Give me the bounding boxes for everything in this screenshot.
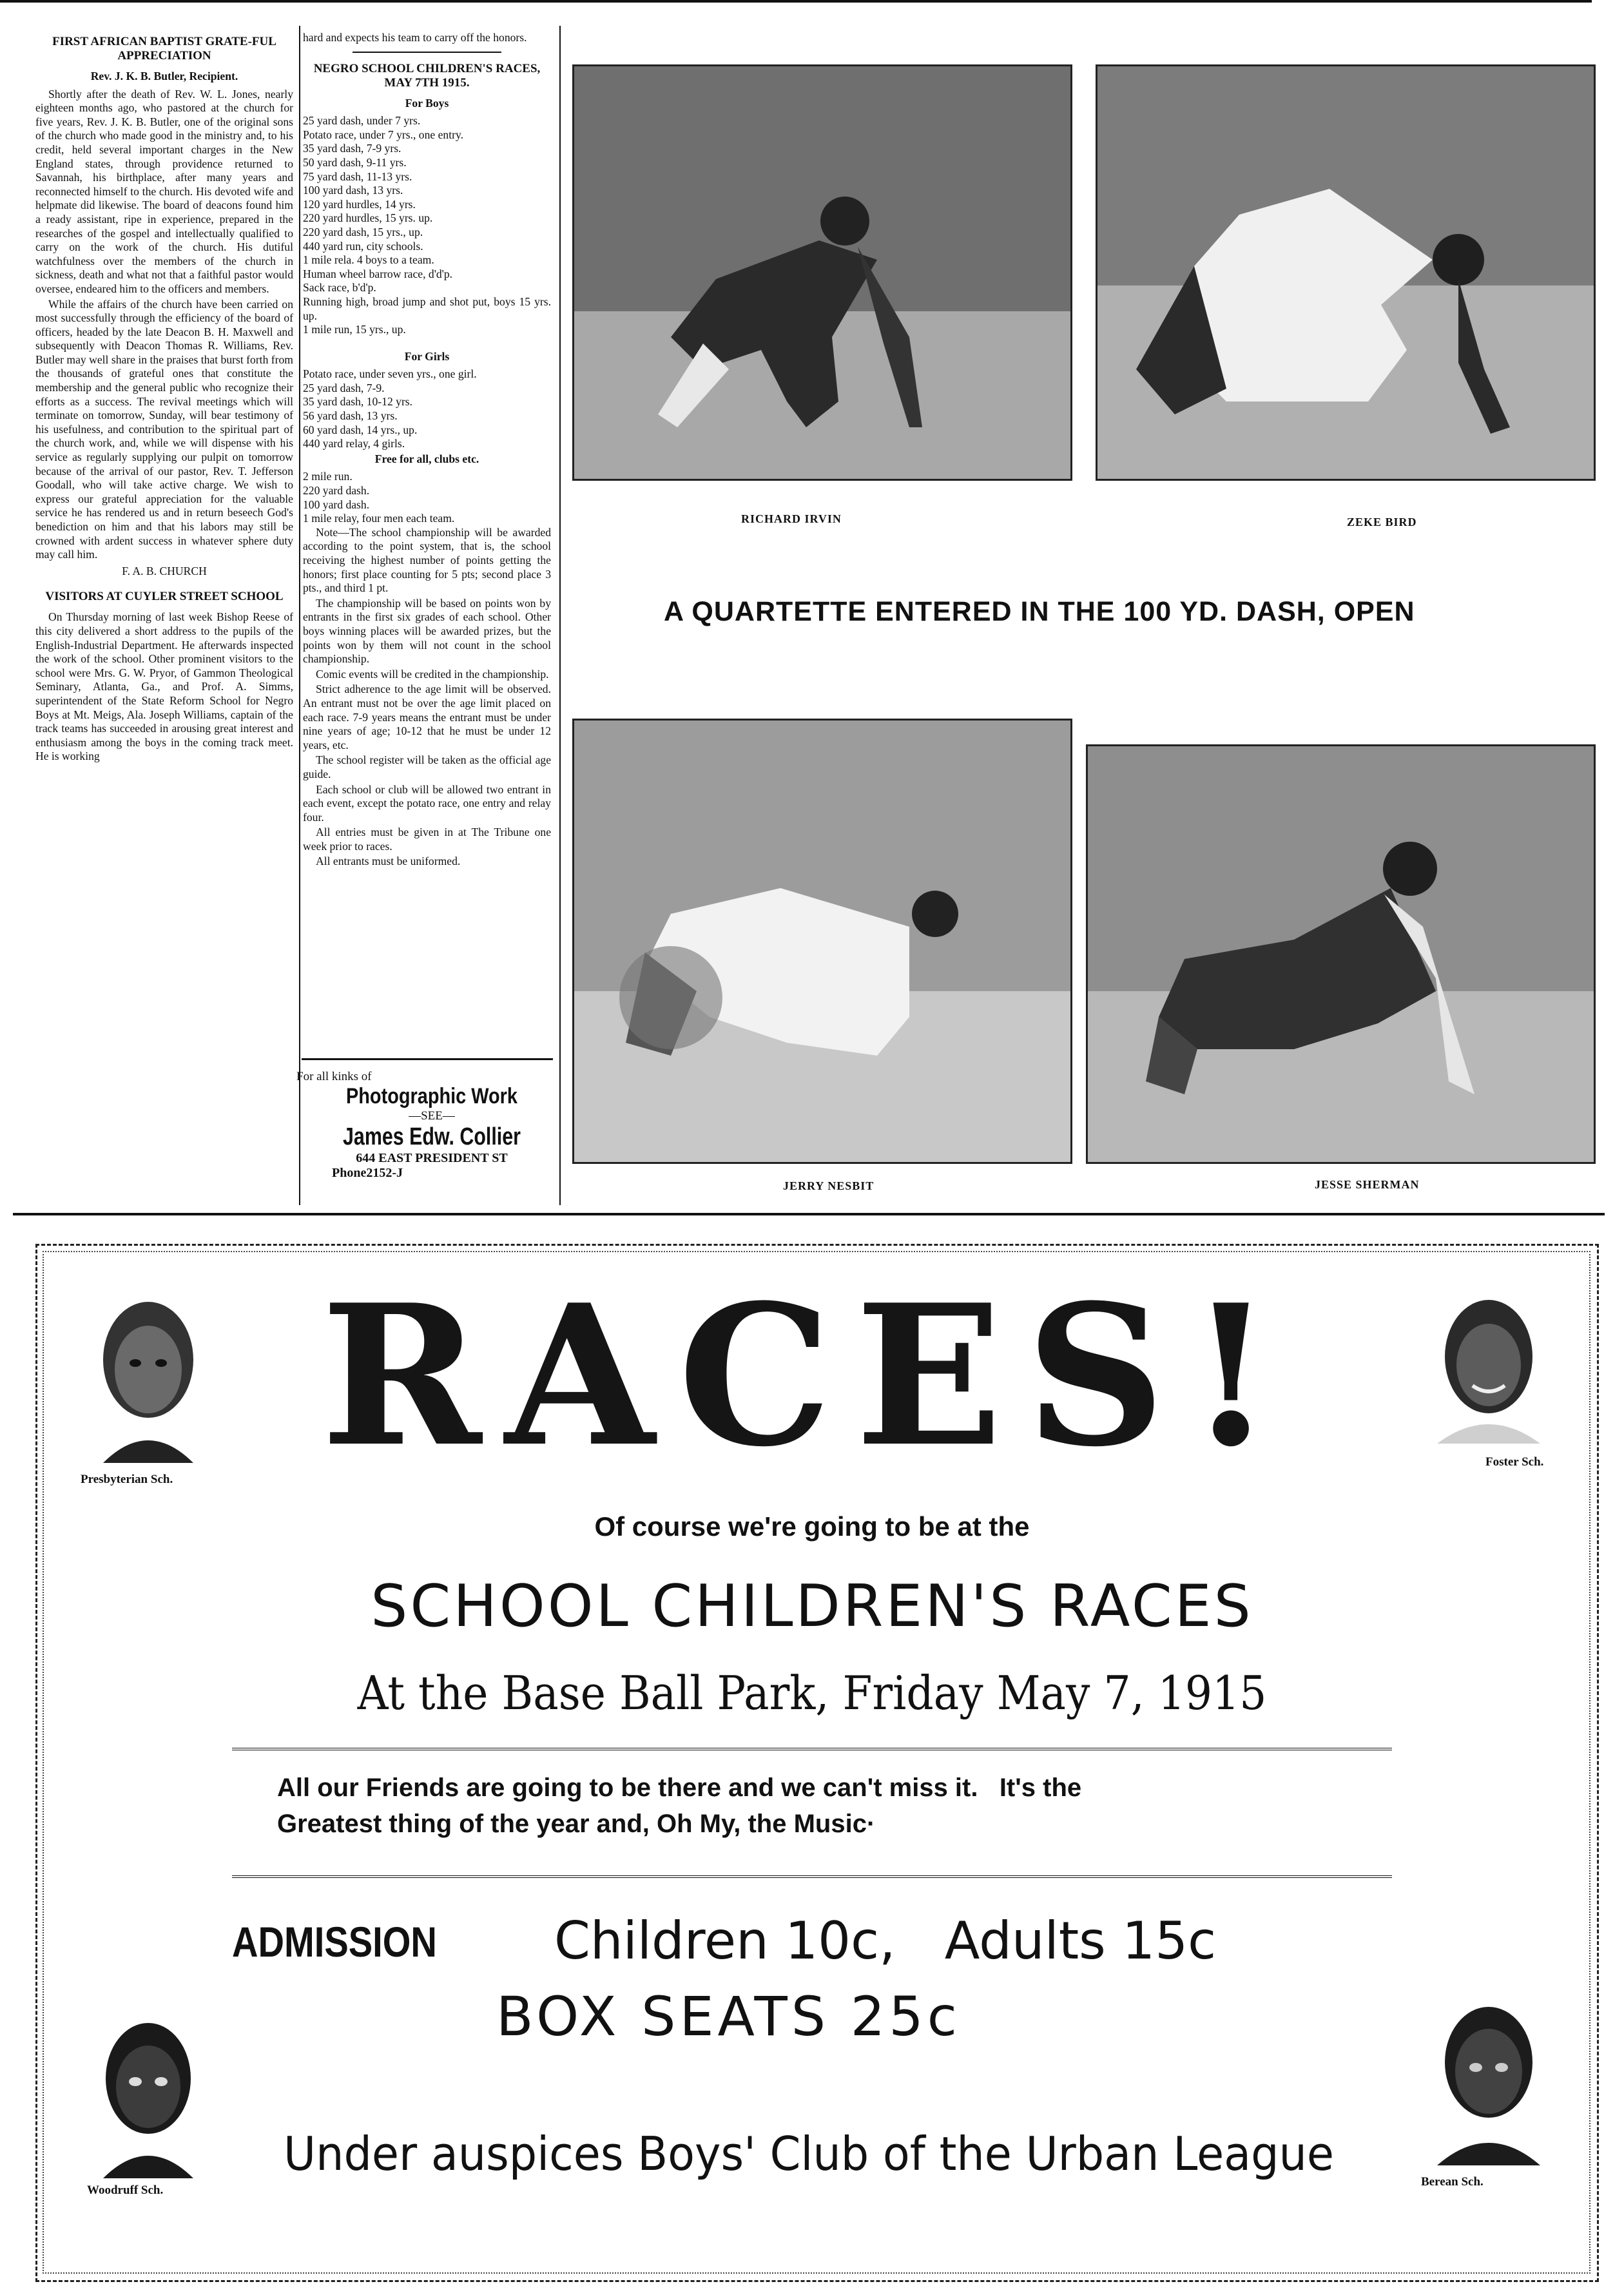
subheading-girls: For Girls (404, 349, 450, 363)
ad-line: Phone2152-J (332, 1166, 403, 1180)
list-item: 25 yard dash, 7-9. (303, 381, 385, 394)
collier-ad-rule (302, 1058, 553, 1060)
photo-jerry-nesbit (572, 719, 1072, 1164)
signature-church: F. A. B. CHURCH (122, 564, 207, 577)
ad-line-ballpark: At the Base Ball Park, Friday May 7, 1915 (357, 1666, 1267, 1720)
column-separator (299, 26, 300, 1205)
list-item: 56 yard dash, 13 yrs. (303, 409, 398, 423)
note-paragraph: The school register will be taken as the official age guide. (303, 753, 551, 780)
list-item: 220 yard dash. (303, 484, 370, 498)
list-item: 100 yard dash. (303, 498, 370, 511)
runner-photo-icon (1088, 746, 1594, 1162)
headline-visitors: VISITORS AT CUYLER STREET SCHOOL (45, 590, 284, 604)
list-item: Potato race, under 7 yrs., one entry. (303, 128, 464, 141)
child-portrait-icon (1424, 1289, 1553, 1444)
label-berean: Berean Sch. (1421, 2175, 1484, 2189)
list-item: 35 yard dash, 7-9 yrs. (303, 142, 401, 155)
paragraph: While the affairs of the church have been carried on most successfully through the efficiency of the board of officers, headed by the late Deacon B. H. Maxwell and subsequently with Deacon Thomas R. Williams, Rev. Butler may well share in the praises that burst forth from the thousands of grateful ones that constitute the membership and the general public who recognize their efforts as a success. The revival meetings which will terminate on tomorrow, Sunday, will bear testimony of his usefulness, and contribution to the spiritual part of the church work, and, while we will dispense with his service as regularly supplying our pulpit on tomorrow because of the arrival of our pastor, Rev. T. Jefferson Goodall, who will take active charge. We wish to express our grateful appreciation for the valuable service he has rendered us and in return beseech God's benediction on him and that his labors may still be crowned with ardent success in whatever sphere duty may call him. (35, 297, 293, 561)
clubs-events-list (303, 470, 551, 525)
child-portrait-icon (1424, 1998, 1553, 2165)
column-separator (559, 26, 561, 1205)
photo-jesse-sherman (1086, 744, 1596, 1164)
note-paragraph: All entrants must be uniformed. (316, 855, 461, 868)
ad-divider (232, 1875, 1392, 1878)
photo-richard-irvin (572, 64, 1072, 481)
list-item: 100 yard dash, 13 yrs. (303, 184, 403, 197)
caption-richard-irvin: RICHARD IRVIN (741, 512, 842, 525)
label-presbyterian: Presbyterian Sch. (81, 1473, 173, 1486)
list-item: 75 yard dash, 11-13 yrs. (303, 169, 412, 183)
ad-line: James Edw. Collier (343, 1123, 521, 1150)
list-item: Potato race, under seven yrs., one girl. (303, 367, 477, 381)
caption-jesse-sherman: JESSE SHERMAN (1315, 1178, 1420, 1191)
runner-photo-icon (574, 721, 1070, 1162)
child-portrait-icon (84, 2011, 213, 2178)
portrait-foster (1424, 1289, 1553, 1444)
note-paragraph: All entries must be given in at The Tribune one week prior to races. (303, 826, 551, 853)
ad-line-music: Greatest thing of the year and, Oh My, the Music· (277, 1810, 876, 1838)
continuation-text: hard and expects his team to carry off the honors. (303, 31, 527, 44)
ad-line: Photographic Work (345, 1084, 517, 1108)
caption-jerry-nesbit: JERRY NESBIT (783, 1179, 875, 1192)
column-church-news (35, 32, 293, 765)
subheading-boys: For Boys (405, 96, 449, 110)
headline-races-program: NEGRO SCHOOL CHILDREN'S RACES, MAY 7TH 1915. (313, 61, 541, 90)
label-foster: Foster Sch. (1485, 1455, 1544, 1469)
list-item: 2 mile run. (303, 470, 353, 483)
note-paragraph: Each school or club will be allowed two entrant in each event, except the potato race, one entry and relay four. (303, 782, 551, 824)
admission-label: ADMISSION (232, 1918, 437, 1966)
ad-line-of-course: Of course we're going to be at the (594, 1511, 1030, 1542)
ad-line-auspices: Under auspices Boys' Club of the Urban League (284, 2127, 1334, 2181)
girls-events-list (303, 367, 551, 451)
list-item: 35 yard dash, 10-12 yrs. (303, 395, 413, 409)
list-item: 220 yard dash, 15 yrs., up. (303, 225, 423, 238)
list-item: 1 mile relay, four men each team. (303, 512, 455, 525)
list-item: 220 yard hurdles, 15 yrs. up. (303, 211, 433, 225)
list-item: 440 yard run, city schools. (303, 239, 423, 253)
caption-zeke-bird: ZEKE BIRD (1347, 516, 1417, 528)
ad-divider (232, 1748, 1392, 1750)
ad-line: 644 EAST PRESIDENT ST (356, 1151, 508, 1165)
note-paragraph: Comic events will be credited in the championship. (316, 667, 549, 681)
note-paragraph: The championship will be based on points won by entrants in the first six grades of each school. Other boys winning places will be awarded prizes, but the points won by them will not count in the school championship. (303, 596, 551, 666)
runner-photo-icon (1097, 66, 1594, 479)
ad-line: For all kinks of (296, 1070, 372, 1083)
box-seats: BOX SEATS 25c (496, 1985, 961, 2048)
boys-events-list (303, 114, 551, 337)
column-race-program (303, 31, 551, 870)
collier-photography-ad (296, 1070, 567, 1181)
portrait-woodruff (84, 2011, 213, 2178)
headline-church-appreciation: FIRST AFRICAN BAPTIST GRATE-FUL APPRECIATION (52, 35, 276, 63)
paragraph: Shortly after the death of Rev. W. L. Jones, nearly eighteen months ago, who pastored at the church for five years, Rev. J. K. B. Butler, one of the original sons of the church who made good in the ministry and, to his credit, held several important charges in the New England states, through providence returned to Savannah, his birthplace, after many years and reconnected himself to the church. His devoted wife and helpmate did likewise. The board of deacons found him a ready assistant, ripe in experience, prepared in the researches of the gospel and intellectually qualified to carry on the work of the church. His dutiful watchfulness over the members of the church in sickness, death and what not that a faithful pastor would oversee, endeared him to the officers and members. (35, 87, 293, 295)
list-item: 440 yard relay, 4 girls. (303, 437, 405, 450)
portrait-berean (1424, 1998, 1553, 2165)
admission-prices: Children 10c, Adults 15c (554, 1911, 1217, 1971)
list-item: 50 yard dash, 9-11 yrs. (303, 155, 407, 169)
paragraph: On Thursday morning of last week Bishop Reese of this city delivered a short address to the pupils of the English-Industrial Department. He afterwards inspected the work of the school. Other prominent visitors to the school were Mrs. G. W. Pryor, of Gammon Theological Seminary, Atlanta, Ga., and Prof. A. Simms, superintendent of the State Reform School for Negro Boys at Mt. Meigs, Ala. Joseph Williams, captain of the track teams has succeeded in arousing great interest and enthusiasm among the boys in the coming track meet. He is working (35, 610, 293, 763)
child-portrait-icon (84, 1289, 213, 1463)
list-item: 1 mile rela. 4 boys to a team. (303, 253, 434, 267)
label-woodruff: Woodruff Sch. (87, 2183, 164, 2197)
list-item: 120 yard hurdles, 14 yrs. (303, 197, 416, 211)
note-paragraph: Note—The school championship will be awarded according to the point system, that is, the school receiving the highest number of points getting the honors; first place counting for 5 pts; second place 3 pts., and third 1 pt. (303, 525, 551, 595)
list-item: Running high, broad jump and shot put, boys 15 yrs. up. (303, 295, 551, 322)
subheading-clubs: Free for all, clubs etc. (374, 452, 479, 465)
ad-line-friends: All our Friends are going to be there and we can't miss it. It's the (277, 1774, 1082, 1802)
list-item: 60 yard dash, 14 yrs., up. (303, 423, 418, 436)
note-paragraph: Strict adherence to the age limit will be observed. An entrant must not be over the age limit placed on each race. 7-9 years means the entrant must be under nine years of age; 10-12 that he must be under 12 years, etc. (303, 682, 551, 751)
portrait-presbyterian (84, 1289, 213, 1463)
photo-zeke-bird (1096, 64, 1596, 481)
section-rule (13, 1213, 1605, 1215)
list-item: Human wheel barrow race, d'd'p. (303, 267, 453, 280)
runner-photo-icon (574, 66, 1070, 479)
headline-quartette: A QUARTETTE ENTERED IN THE 100 YD. DASH, OPEN (664, 596, 1415, 627)
list-item: Sack race, b'd'p. (303, 281, 376, 295)
races-title: RACES! (321, 1262, 1297, 1489)
list-item: 25 yard dash, under 7 yrs. (303, 114, 421, 128)
divider (353, 52, 501, 53)
top-rule (0, 0, 1592, 3)
subheading-recipient: Rev. J. K. B. Butler, Recipient. (90, 70, 238, 82)
ad-line: —SEE— (409, 1109, 455, 1123)
list-item: 1 mile run, 15 yrs., up. (303, 323, 406, 336)
ad-line-school-races: SCHOOL CHILDREN'S RACES (371, 1572, 1253, 1640)
